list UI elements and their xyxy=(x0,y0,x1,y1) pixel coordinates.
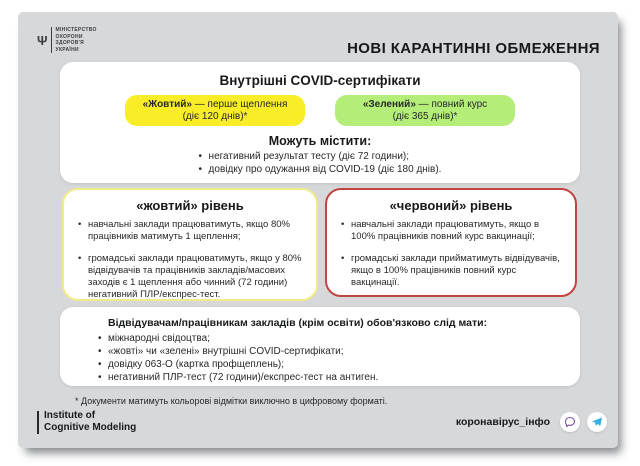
red-level-title: «червоний» рівень xyxy=(389,198,513,213)
logo-line: ОХОРОНИ xyxy=(55,33,83,40)
list-item: • громадські заклади прийматимуть відвідувачів, якщо в 100% працівників повний курс вакцинації. xyxy=(341,253,561,289)
footnote: * Документи матимуть кольорові відмітки виключно в цифровому форматі. xyxy=(75,396,388,406)
list-item: • негативний ПЛР-тест (72 години)/експрес-тест на антиген. xyxy=(98,371,560,384)
slide xyxy=(18,12,618,448)
ministry-logo xyxy=(37,27,97,53)
yellow-level-bullet-list xyxy=(78,219,302,301)
list-item: • навчальні заклади працюватимуть, якщо в 100% працівників повний курс вакцинації; xyxy=(341,219,561,243)
footer-channel xyxy=(456,412,607,432)
visitors-bullet-list xyxy=(98,332,560,384)
logo-divider xyxy=(51,27,52,53)
telegram-icon xyxy=(587,412,607,432)
channel-name: коронавірус_інфо xyxy=(455,416,550,428)
logo-line: УКРАЇНИ xyxy=(55,46,79,53)
badge-validity: (діє 365 днів)* xyxy=(392,110,458,122)
logo-line: МІНІСТЕРСТВО xyxy=(55,27,97,33)
list-item: • довідку 063-О (картка профщеплень); xyxy=(98,358,560,371)
yellow-certificate-badge xyxy=(125,95,305,126)
badge-validity: (діє 120 днів)* xyxy=(182,110,248,122)
org-name xyxy=(44,410,136,434)
list-item: • навчальні заклади працюватимуть, якщо 80% працівників матимуть 1 щеплення; xyxy=(78,219,302,243)
viber-icon xyxy=(560,412,580,432)
badge-row xyxy=(125,95,515,126)
footer-org xyxy=(37,410,136,434)
red-level-bullet-list xyxy=(341,219,561,289)
visitors-card xyxy=(60,307,580,386)
contain-title: Можуть містити: xyxy=(268,134,372,148)
yellow-level-box xyxy=(62,188,318,301)
badge-line: «Зелений» — повний курс xyxy=(362,98,488,110)
footer-divider xyxy=(37,411,39,434)
org-line: Institute of xyxy=(44,410,96,421)
contain-bullet-list xyxy=(199,150,442,176)
badge-line: «Жовтий» — перше щеплення xyxy=(142,98,288,110)
list-item: • довідку про одужання від COVID-19 (діє 180 днів). xyxy=(199,163,442,176)
page-title: НОВІ КАРАНТИННІ ОБМЕЖЕННЯ xyxy=(347,40,600,57)
ministry-logo-text xyxy=(56,27,97,53)
list-item: • «жовті» чи «зелені» внутрішні COVID-сертифікати; xyxy=(98,345,560,358)
logo-line: ЗДОРОВ'Я xyxy=(55,40,85,46)
yellow-level-title: «жовтий» рівень xyxy=(136,198,244,213)
list-item: • громадські заклади працюватимуть, якщо у 80% відвідувачів та працівників закладів/масових заходів є 1 щеплення або чинний (72 години) негативний ПЛР/експрес-тест. xyxy=(78,253,302,301)
certificates-title: Внутрішні COVID-сертифікати xyxy=(219,73,421,88)
list-item: • негативний результат тесту (діє 72 години); xyxy=(199,150,442,163)
certificates-card xyxy=(60,62,580,183)
visitors-title: Відвідувачам/працівникам закладів (крім освіти) обов'язково слід мати: xyxy=(108,317,488,329)
ukraine-trident-icon: Ψ xyxy=(37,32,48,48)
red-level-box xyxy=(325,188,577,297)
list-item: • міжнародні свідоцтва; xyxy=(98,332,560,345)
green-certificate-badge xyxy=(335,95,515,126)
org-line: Cognitive Modeling xyxy=(44,422,137,433)
